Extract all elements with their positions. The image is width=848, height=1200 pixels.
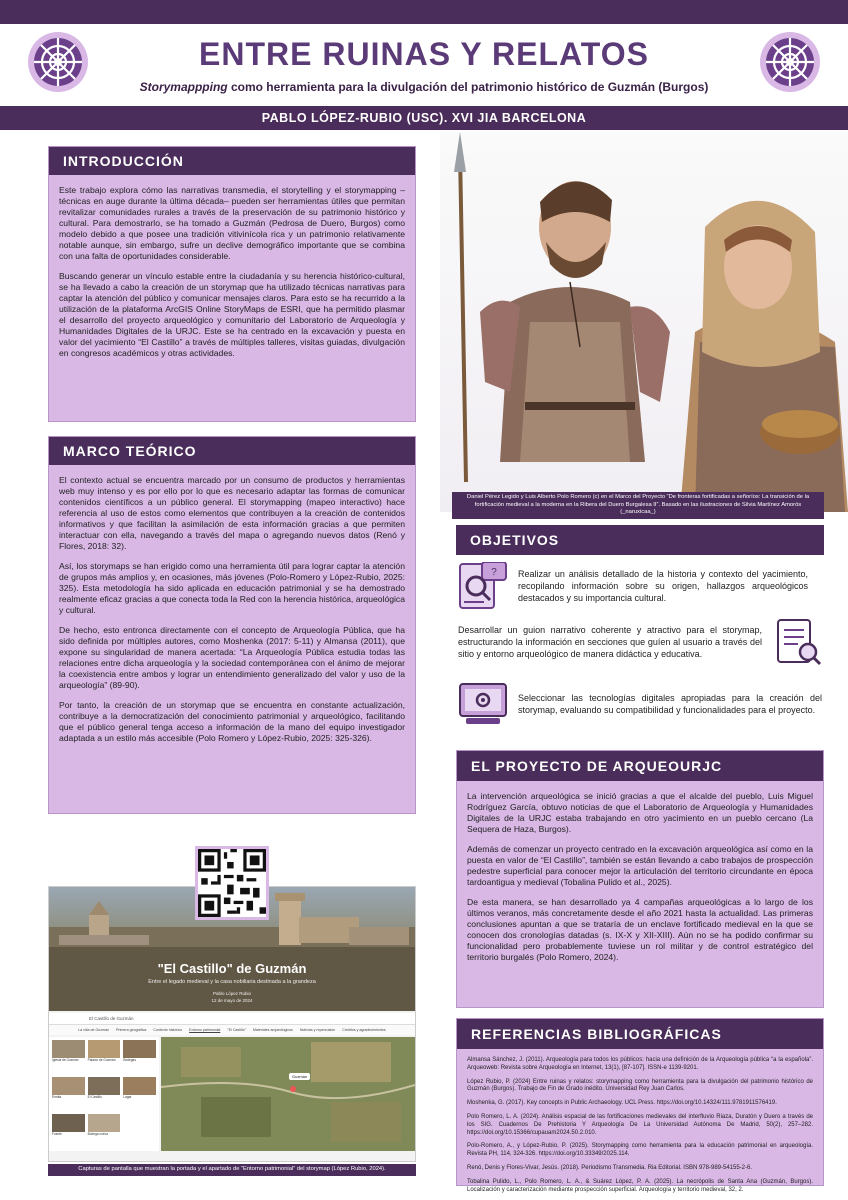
thumbnail[interactable] bbox=[123, 1077, 156, 1111]
storymap-tabs bbox=[49, 1025, 415, 1035]
storymap-author: Pablo López Rubio bbox=[212, 991, 252, 996]
thumbnail[interactable] bbox=[123, 1040, 156, 1074]
tab-contexto[interactable]: Contexto histórico bbox=[153, 1028, 183, 1032]
tab-creditos[interactable]: Créditos y agradecimientos bbox=[342, 1028, 386, 1032]
referencias-panel bbox=[456, 1018, 824, 1193]
hero-illustration bbox=[440, 132, 848, 512]
thumbnail-label: Ermita bbox=[52, 1095, 62, 1099]
thumbnail[interactable] bbox=[52, 1077, 85, 1111]
storymap-navbar bbox=[49, 1013, 415, 1025]
tab-noticias[interactable]: Noticias y repercusión bbox=[299, 1028, 336, 1032]
intro-heading: INTRODUCCIÓN bbox=[49, 147, 415, 175]
proyecto-heading: EL PROYECTO DE ARQUEOURJC bbox=[457, 751, 823, 781]
thumbnail-label: Bodegas bbox=[123, 1058, 136, 1062]
thumbnail-label: El Castillo bbox=[87, 1095, 102, 1099]
thumbnail[interactable] bbox=[52, 1114, 85, 1148]
top-bar bbox=[0, 0, 848, 24]
storymap-caption: Capturas de pantalla que muestran la portada y el apartado de “Entorno patrimonial” del storymap (López Rubio, 2024). bbox=[48, 1164, 416, 1176]
marco-paragraph: Por tanto, la creación de un storymap que se encuentra en constante actualización, contribuye a la democratización del conocimiento patrimonial y arqueológico, facilitando que el público general tenga acceso a información de la mano del equipo investigador adaptada a un estilo más accesible (Polo Romero y López-Rubio, 2025: 325-326). bbox=[59, 700, 405, 743]
referencias-heading: REFERENCIAS BIBLIOGRÁFICAS bbox=[457, 1019, 823, 1049]
computer-settings-icon bbox=[458, 680, 508, 728]
subtitle-rest: como herramienta para la divulgación del patrimonio histórico de Guzmán (Burgos) bbox=[227, 80, 709, 94]
tab-entorno[interactable]: Entorno patrimonial bbox=[189, 1028, 221, 1032]
proyecto-panel bbox=[456, 750, 824, 1008]
research-icon bbox=[458, 562, 508, 610]
storymap-map[interactable] bbox=[161, 1037, 415, 1151]
marco-paragraph: El contexto actual se encuentra marcado por un consumo de productos y herramientas web muy intenso y es por ello por lo que es necesario adaptar las formas de comunicar contenidos científicos a un público general. El storymapping (mapeo interactivo) hace referencia al uso de estos como elementos que contribuyen a la creación de contenidos informativos y que facilitan la asimilación de esta información gracias a que permiten interactuar con ella, navegando a través del mapa o agregando nuevos datos (Renó y Flores, 2018: 32). bbox=[59, 475, 405, 551]
poster-title: ENTRE RUINAS Y RELATOS bbox=[199, 36, 649, 72]
thumbnail-label: Fuente bbox=[52, 1132, 62, 1136]
reference-item: Polo Romero, L. A. (2024). Análisis espacial de las fortificaciones medievales del interfluvio Riaza, Duratón y Duero a través de los SIG. Cuadernos De Prehistoria Y Arqueología De La Universidad Autónoma De Madrid, 50(2), 257–282. https://doi.org/10.15366/cupauam2024.50.2.010. bbox=[467, 1113, 813, 1136]
svg-text:?: ? bbox=[491, 567, 497, 578]
tab-geografia[interactable]: Primera geográfica bbox=[116, 1028, 147, 1032]
reference-item: Almansa Sánchez, J. (2011). Arqueología para todos los públicos: hacia una definición de la Arqueología pública “a la española”. Arqueoweb: Revista sobre Arqueología en Internet, 13(1), [87-107]. ISSN-e 1139-9201. bbox=[467, 1057, 813, 1071]
document-search-icon bbox=[772, 618, 822, 666]
author-bar: PABLO LÓPEZ-RUBIO (USC). XVI JIA BARCELONA bbox=[0, 106, 848, 130]
reference-item: Tobalina Pulido, L., Polo Romero, L. A., & Suárez López, P. A. (2025). La necrópolis de Santa Ana (Guzmán, Burgos). Localización y caracterización mediante prospección superficial. Arqueología y territorio medieval, 32, 2. bbox=[467, 1178, 813, 1193]
subtitle-italic: Storymappping bbox=[139, 80, 228, 94]
proyecto-paragraph: Además de comenzar un proyecto centrado en la excavación arqueológica así como en la puesta en valor de “El Castillo”, también se están llevando a cabo trabajos de prospección pedestre superficial para conocer mejor la articulación del territorio circundante en época tardoantigua y medieval (Tobalina Pulido et al., 2025). bbox=[467, 844, 813, 887]
thumbnail-grid bbox=[49, 1037, 159, 1151]
thumbnail[interactable] bbox=[52, 1040, 85, 1074]
marco-panel bbox=[48, 436, 416, 814]
poster-subtitle bbox=[0, 80, 848, 94]
intro-panel bbox=[48, 146, 416, 422]
marco-paragraph: De hecho, esto entronca directamente con el concepto de Arqueología Pública, que ha sido definida por múltiples autores, como Moshenka (2017: 5-11) y Almansa (2011), que expone su singularidad de manera acertada: “La Arqueología Pública estudia todas las relaciones entre dicha arqueología y la sociedad contemporánea con el ánimo de mejorar la coexistencia entre ambos y lograr un entendimiento generalizado del valor y uso de la arqueología” (89-90). bbox=[59, 625, 405, 690]
objective-text: Realizar un análisis detallado de la historia y contexto del yacimiento, recopilando información sobre su origen, hallazgos arqueológicos destacados y su importancia cultural. bbox=[518, 569, 808, 603]
objective-text: Desarrollar un guion narrativo coherente y atractivo para el storymap, estructurando la información en secciones que guíen al usuario a través del sitio y entorno arqueológico de manera didáctica y educativa. bbox=[458, 625, 762, 659]
marco-paragraph: Así, los storymaps se han erigido como una herramienta útil para lograr captar la atención de grupos más amplios y, en ocasiones, más jóvenes (Polo-Romero y López-Rubio, 2025: 325). Esta metodología ha sido aplicada en educación patrimonial y se ha demostrado realmente eficaz gracias a que conecta toda la Red con la herencia histórica, arqueológica y cultural. bbox=[59, 561, 405, 615]
proyecto-paragraph: De esta manera, se han desarrollado ya 4 campañas arqueológicas a lo largo de los últimos veranos, más concretamente desde el año 2021 hasta la actualidad. Las primeras conclusiones apuntan a que se trataría de un enclave fortificado medieval en la que se conocen dos cronologías datadas (s. IX-X y XII-XIII). Aún no se ha podido confirmar su funcionalidad pero probablemente tuviese un rol militar y de control estratégico del territorio burgalés (Polo Romero, 2024). bbox=[467, 897, 813, 962]
medieval-figures-image bbox=[440, 132, 848, 512]
marco-heading: MARCO TEÓRICO bbox=[49, 437, 415, 465]
storymap-screenshots bbox=[48, 886, 416, 1162]
storymap-subtitle: Entre el legado medieval y la casa nobiliaria destinada a la grandeza bbox=[148, 979, 316, 985]
thumbnail-label: Bodega cueva bbox=[87, 1132, 109, 1136]
qr-code-image bbox=[198, 849, 266, 917]
intro-paragraph: Este trabajo explora cómo las narrativas transmedia, el storytelling y el storymapping –técnicas en auge durante la última década– pueden ser herramientas útiles que permitan revitalizar comunidades rurales a través de la preservación de su patrimonio histórico y cultural. Para demostrarlo, se ha tomado a Guzmán (Pedrosa de Duero, Burgos) como modelo debido a que posee una tradición vitivinícola rica y un patrimonio relativamente notable aunque, sin embargo, sufre un declive demográfico importante que se combina con una falta de oportunidades considerable. bbox=[59, 185, 405, 261]
reference-item: Moshenka, G. (2017). Key concepts in Public Archaeology. UCL Press. https://doi.org/10.14324/111.9781911576419. bbox=[467, 1100, 777, 1107]
thumbnail-label: Lagar bbox=[123, 1095, 132, 1099]
thumbnail-label: Palacio de Guzmán bbox=[87, 1058, 116, 1062]
objective-text: Seleccionar las tecnologías digitales apropiadas para la creación del storymap, evaluando su compatibilidad y funcionalidades para el proyecto. bbox=[518, 693, 822, 715]
reference-item: Renó, Denis y Flores-Vivar, Jesús. (2018). Periodismo Transmedia. Ria Editorial. ISBN 978-989-54155-2-6. bbox=[467, 1164, 753, 1171]
objective-item bbox=[458, 618, 822, 666]
thumbnail-label: Iglesia de Guzmán bbox=[52, 1058, 79, 1062]
qr-code[interactable] bbox=[195, 846, 269, 920]
proyecto-paragraph: La intervención arqueológica se inició gracias a que el alcalde del pueblo, Luis Miguel Rodríguez García, obtuvo noticias de que el Laboratorio de Arqueología y Humanidades Digitales de la URJC estaba trabajando en otro yacimiento en un pueblo cercano (La Sequera de Haza, Burgos). bbox=[467, 791, 813, 834]
thumbnail[interactable] bbox=[88, 1040, 121, 1074]
thumbnail[interactable] bbox=[88, 1077, 121, 1111]
satellite-map bbox=[161, 1037, 415, 1151]
reference-item: Polo-Romero, A., y López-Rubio, P. (2025). Storymapping como herramienta para la educación patrimonial en arqueología. Revista PH, 114, 324-326. https://doi.org/10.33349/2025.114. bbox=[467, 1143, 813, 1158]
tab-villa[interactable]: La villa de Guzmán bbox=[78, 1028, 110, 1032]
objetivos-heading: OBJETIVOS bbox=[456, 525, 824, 555]
objective-item bbox=[458, 562, 808, 610]
objective-item bbox=[458, 680, 822, 728]
nav-title: El Castillo de Guzmán bbox=[89, 1016, 134, 1021]
storymap-title: "El Castillo" de Guzmán bbox=[157, 961, 307, 976]
reference-item: López Rubio, P. (2024) Entre ruinas y relatos: storymapping como herramienta para la divulgación del patrimonio histórico de Guzmán (Burgos). Trabajo de Fin de Grado inédito. Universidad Rey Juan Carlos. bbox=[467, 1078, 813, 1093]
thumbnail[interactable] bbox=[88, 1114, 121, 1148]
map-marker-label: Guzmán bbox=[289, 1073, 310, 1080]
tab-materiales[interactable]: Materiales arqueológicos bbox=[252, 1028, 293, 1032]
intro-paragraph: Buscando generar un vínculo estable entre la ciudadanía y su herencia histórico-cultural, se ha llevado a cabo la creación de un storymap que ha utilizado técnicas narrativas para captar la atención del público y comunicar mensajes claros. Para esto se ha recurrido a la utilización de la plataforma ArcGIS Online StoryMaps de ESRI, que ha permitido plasmar el desarrollo del proyecto arqueológico y comunitario del Laboratorio de Arqueología y Humanidades Digitales de la URJC. Este se ha centrado en la excavación y puesta en valor del yacimiento “El Castillo” a través de múltiples talleres, visitas guiadas, divulgación en congresos académicos y otras actividades. bbox=[59, 271, 405, 358]
hero-caption: Daniel Pérez Legido y Luis Alberto Polo Romero (c) en el Marco del Proyecto “De fronteras fortificadas a señoríos: La transición de la fortificación medieval a la moderna en la Ribera del Duero Burgalesa II”. Basado en las ilustraciones de Silvia Martínez Amorós (_naruxicaa_) bbox=[452, 492, 824, 519]
tab-castillo[interactable]: "El Castillo" bbox=[227, 1028, 246, 1032]
storymap-date: 12 de mayo de 2024 bbox=[211, 998, 253, 1003]
